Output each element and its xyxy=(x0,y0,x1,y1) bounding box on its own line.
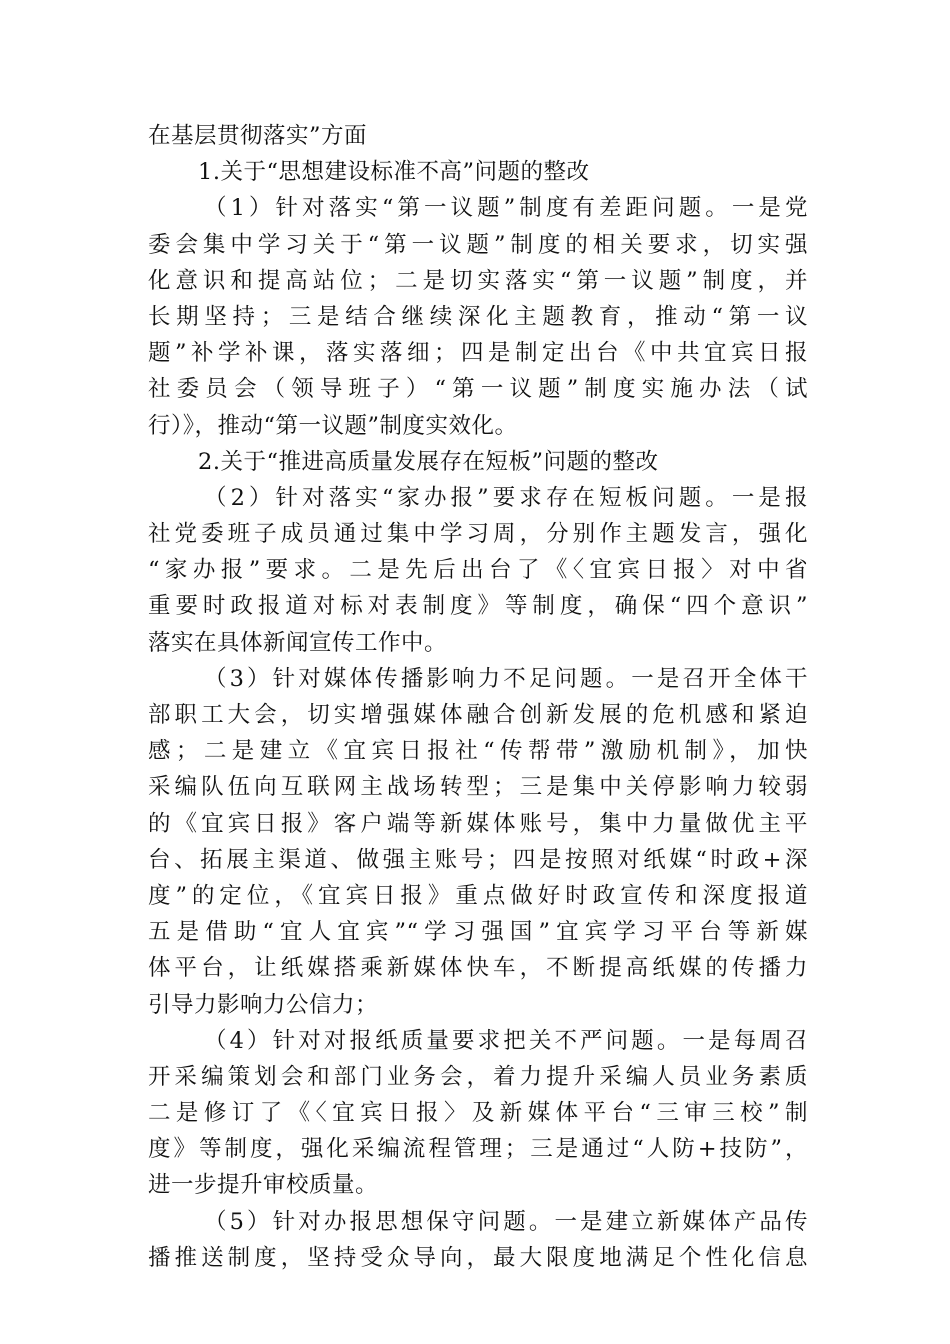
paragraph-last-line: 行）》，推动“第一议题”制度实效化。 xyxy=(148,412,518,439)
paragraph-last-line: 引导力影响力公信力； xyxy=(148,991,379,1018)
paragraph-line: 的《宜宾日报》客户端等新媒体账号，集中力量做优主平 xyxy=(148,810,808,837)
paragraph-line: 二是修订了《〈宜宾日报〉及新媒体平台“三审三校”制 xyxy=(148,1100,808,1127)
paragraph-line: 委会集中学习关于“第一议题”制度的相关要求，切实强 xyxy=(148,231,808,258)
paragraph-first-line: （1）针对落实“第一议题”制度有差距问题。一是党 xyxy=(204,195,808,222)
paragraph-first-line: （4）针对对报纸质量要求把关不严问题。一是每周召 xyxy=(204,1027,808,1054)
paragraph-line: 感；二是建立《宜宾日报社“传帮带”激励机制》，加快 xyxy=(148,738,808,765)
paragraph-line: 播推送制度，坚持受众导向，最大限度地满足个性化信息 xyxy=(148,1244,808,1271)
paragraph-line: 化意识和提高站位；二是切实落实“第一议题”制度，并 xyxy=(148,267,808,294)
paragraph-first-line: （5）针对办报思想保守问题。一是建立新媒体产品传 xyxy=(204,1208,808,1235)
paragraph-line: 度》等制度，强化采编流程管理；三是通过“人防+技防”， xyxy=(148,1136,808,1163)
paragraph-line: “家办报”要求。二是先后出台了《〈宜宾日报〉对中省 xyxy=(148,557,808,584)
paragraph-first-line: （3）针对媒体传播影响力不足问题。一是召开全体干 xyxy=(204,665,808,692)
paragraph-line: 五是借助“宜人宜宾”“学习强国”宜宾学习平台等新媒 xyxy=(148,919,808,946)
paragraph-last-line: 落实在具体新闻宣传工作中。 xyxy=(148,629,448,656)
paragraph-last-line: 进一步提升审校质量。 xyxy=(148,1172,379,1199)
paragraph-line: 社党委班子成员通过集中学习周，分别作主题发言，强化 xyxy=(148,521,808,548)
paragraph-line: 题”补学补课，落实落细；四是制定出台《中共宜宾日报 xyxy=(148,340,808,367)
paragraph-line: 重要时政报道对标对表制度》等制度，确保“四个意识” xyxy=(148,593,808,620)
paragraph-line: 台、拓展主渠道、做强主账号；四是按照对纸媒“时政+深 xyxy=(148,846,808,873)
paragraph-line: 社委员会（领导班子）“第一议题”制度实施办法（试 xyxy=(148,376,808,403)
section-heading: 1.关于“思想建设标准不高”问题的整改 xyxy=(198,159,590,186)
paragraph-line: 开采编策划会和部门业务会，着力提升采编人员业务素质 xyxy=(148,1063,808,1090)
section-heading: 2.关于“推进高质量发展存在短板”问题的整改 xyxy=(198,448,659,475)
paragraph-first-line: （2）针对落实“家办报”要求存在短板问题。一是报 xyxy=(204,484,808,511)
paragraph-line: 部职工大会，切实增强媒体融合创新发展的危机感和紧迫 xyxy=(148,702,808,728)
paragraph-last-line: 在基层贯彻落实”方面 xyxy=(148,123,368,149)
paragraph-line: 体平台，让纸媒搭乘新媒体快车，不断提高纸媒的传播力 xyxy=(148,955,808,982)
paragraph-line: 采编队伍向互联网主战场转型；三是集中关停影响力较弱 xyxy=(148,774,808,801)
document-body xyxy=(148,118,808,1276)
paragraph-line: 长期坚持；三是结合继续深化主题教育，推动“第一议 xyxy=(148,303,808,330)
paragraph-line: 度”的定位，《宜宾日报》重点做好时政宣传和深度报道 xyxy=(148,882,808,909)
